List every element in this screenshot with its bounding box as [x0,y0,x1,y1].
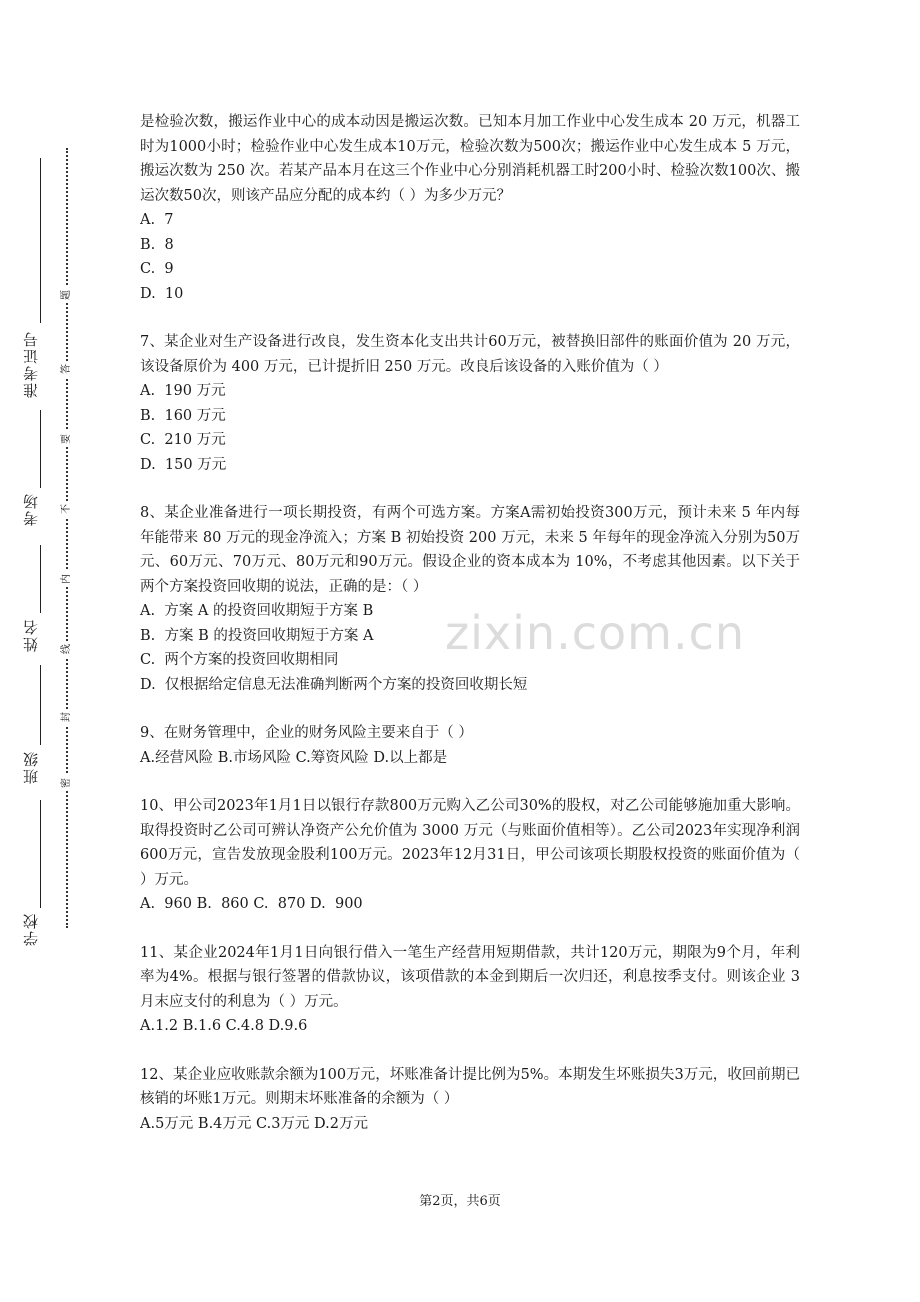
question-stem: 10、甲公司2023年1月1日以银行存款800万元购入乙公司30%的股权，对乙公司能够施加重大影响。取得投资时乙公司可辨认净资产公允价值为 3000 万元（与账面价值相等）。乙公司2023年实现净利润600万元，宣告发放现金股利100万元。2023年12月31日，甲公司该项长期股权投资的账面价值为（ ）万元。 [140,798,800,888]
side-label: 考场 [22,492,40,526]
option: A.经营风险 B.市场风险 C.筹资风险 D.以上都是 [140,749,448,766]
seal-char: 封 [60,709,74,725]
side-field-exam-room [20,492,42,526]
side-field-exam-number [20,330,42,398]
question-continued [140,110,800,306]
seal-char: 不 [60,501,74,517]
seal-char: 答 [60,361,74,377]
question-stem: 11、某企业2024年1月1日向银行借入一笔生产经营用短期借款，共计120万元，期限为9个月，年利率为4%。根据与银行签署的借款协议，该项借款的本金到期后一次归还，利息按季支付。则该企业 3 月末应支付的利息为（ ）万元。 [140,944,800,1010]
fill-line [40,545,41,613]
watermark: zixin.com.cn [445,606,746,660]
option: D. 150 万元 [140,456,227,473]
seal-char: 内 [60,571,74,587]
question-10 [140,794,800,917]
fill-line [40,800,41,908]
option: A. 190 万元 [140,383,226,399]
fill-line [40,410,41,488]
side-label: 姓名 [22,618,40,652]
option: A. 960 B. 860 C. 870 D. 900 [140,896,363,912]
page-footer: 第2页，共6页 [419,1194,501,1209]
side-field-class [20,750,42,784]
seal-dotted-line [66,148,68,928]
side-label: 学校 [22,912,40,946]
fill-line [40,158,41,323]
option: B. 方案 B 的投资回收期短于方案 A [140,627,374,644]
question-list [140,110,800,1160]
seal-char: 题 [60,287,74,303]
option: B. 160 万元 [140,407,226,424]
binding-margin [0,0,80,1302]
seal-char: 要 [60,431,74,447]
question-stem: 7、某企业对生产设备进行改良，发生资本化支出共计60万元，被替换旧部件的账面价值为 20 万元，该设备原价为 400 万元，已计提折旧 250 万元。改良后该设备的入账价值为（ ） [140,334,800,375]
option: A. 方案 A 的投资回收期短于方案 B [140,603,374,619]
question-9 [140,721,800,770]
seal-char: 线 [60,641,74,657]
option: A.1.2 B.1.6 C.4.8 D.9.6 [140,1018,308,1034]
fill-line [40,665,41,745]
side-label: 准考证号 [22,330,40,398]
question-stem: 8、某企业准备进行一项长期投资，有两个可选方案。方案A需初始投资300万元，预计未来 5 年内每年能带来 80 万元的现金净流入；方案 B 初始投资 200 万元，未来 5 年每年的现金净流入分别为50万元、60万元、70万元、80万元和90万元。假设企业的资本成本为 10%，不考虑其他因素。以下关于两个方案投资回收期的说法，正确的是：（ ） [140,505,800,595]
option: A. 7 [140,212,174,228]
question-stem: 12、某企业应收账款余额为100万元，坏账准备计提比例为5%。本期发生坏账损失3万元，收回前期已核销的坏账1万元。则期末坏账准备的余额为（ ） [140,1066,800,1107]
option: B. 8 [140,236,174,253]
option: D. 10 [140,285,184,302]
question-7 [140,330,800,477]
option: C. 210 万元 [140,432,226,448]
option: C. 9 [140,261,174,277]
question-8 [140,501,800,697]
side-field-school [20,912,42,946]
side-label: 班级 [22,750,40,784]
question-stem: 是检验次数，搬运作业中心的成本动因是搬运次数。已知本月加工作业中心发生成本 20 万元，机器工时为1000小时；检验作业中心发生成本10万元，检验次数为500次；搬运作业中心发生成本 5 万元，搬运次数为 250 次。若某产品本月在这三个作业中心分别消耗机器工时200小时、检验次数100次、搬运次数50次，则该产品应分配的成本约（ ）为多少万元？ [140,114,800,204]
question-stem: 9、在财务管理中，企业的财务风险主要来自于（ ） [140,725,473,741]
option: A.5万元 B.4万元 C.3万元 D.2万元 [140,1115,368,1132]
side-field-name [20,618,42,652]
option: D. 仅根据给定信息无法准确判断两个方案的投资回收期长短 [140,676,528,693]
question-12 [140,1063,800,1137]
option: C. 两个方案的投资回收期相同 [140,652,339,668]
question-11 [140,941,800,1039]
seal-char: 密 [60,775,74,791]
